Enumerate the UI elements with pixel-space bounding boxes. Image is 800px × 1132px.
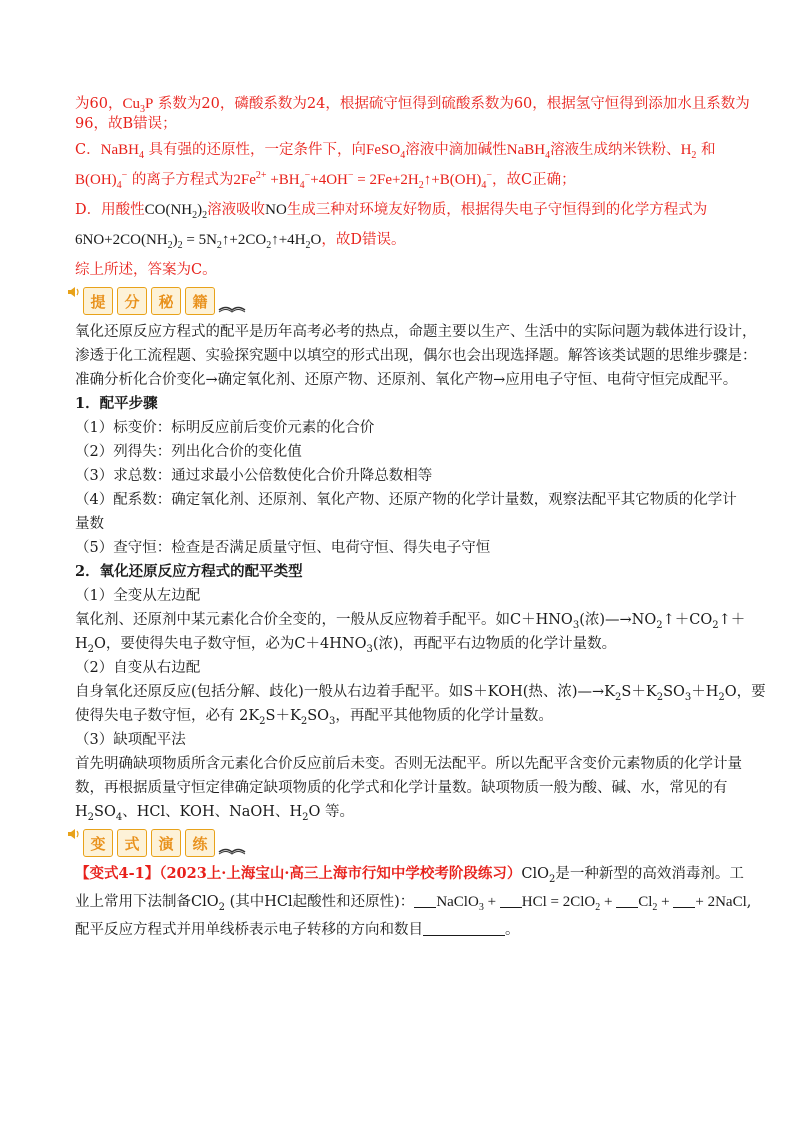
- step-item: 量数: [75, 516, 104, 532]
- intro-paragraph: [75, 322, 757, 390]
- section-balancing-steps: [75, 394, 735, 558]
- banner-char: 提: [83, 287, 113, 315]
- banner-char: 变: [83, 829, 113, 857]
- coefficient-blank[interactable]: [500, 893, 522, 908]
- page-content: [75, 94, 766, 940]
- option-d-line-2: $6NO+2CO(NH_2)_2$ = $5N_2↑+2CO_2↑+4H_2O$，故D错误。: [75, 232, 406, 251]
- speaker-icon: [67, 827, 81, 841]
- step-item: （1）标变价：标明反应前后变价元素的化合价: [75, 420, 375, 436]
- section-title: 2．氧化还原反应方程式的配平类型: [75, 563, 303, 580]
- banner-char: 分: [117, 287, 147, 315]
- section-balancing-types: [75, 562, 766, 823]
- intro-line: 准确分析化合价变化→确定氧化剂、还原产物、还原剂、氧化产物→应用电子守恒、电荷守恒完成配平。: [75, 372, 738, 388]
- banner-char: 式: [117, 829, 147, 857]
- section-title: 1．配平步骤: [75, 395, 158, 412]
- banner-char: 籍: [185, 287, 215, 315]
- option-c-line-2: $B(OH)_4^-$ 的离子方程式为$2Fe^{2+} +BH_4^-+4OH^-$ = $2Fe+2H_2↑+B(OH)_4^-$，故C正确；: [75, 170, 576, 191]
- step-item: （5）查守恒：检查是否满足质量守恒、电荷守恒、得失电子守恒: [75, 540, 491, 556]
- type-text: 使得失电子数守恒，必有 $2K_2S+K_2SO_3$，再配平其他物质的化学计量数。: [75, 708, 553, 727]
- exercise-line-1: 【变式4-1】（2023上·上海宝山·高三上海市行知中学校考阶段练习）ClO$_2$是一种新型的高效消毒剂。工: [75, 865, 744, 885]
- tips-banner: [67, 284, 735, 318]
- type-text: 数，再根据质量守恒定律确定缺项物质的化学式和化学计量数。缺项物质一般为酸、碱、水，常见的有: [75, 780, 728, 796]
- step-item: （4）配系数：确定氧化剂、还原剂、氧化产物、还原产物的化学计量数，观察法配平其它物质的化学计: [75, 492, 737, 508]
- answer-explanation: [75, 94, 750, 280]
- book-icon: [217, 298, 247, 314]
- exercise-4-1: [75, 864, 752, 940]
- exercise-tag: 【变式4-1】: [75, 865, 160, 882]
- type-heading: （1）全变从左边配: [75, 588, 201, 604]
- option-d-line-1: D．用酸性$CO(NH_2)_2$溶液吸收NO生成三种对环境友好物质，根据得失电子守恒得到的化学方程式为: [75, 202, 708, 221]
- exercise-line-2: 业上常用下法制备ClO$_2$ (其中HCl起酸性和还原性)： NaClO$_3$ + HCl = $2ClO_2 + Cl_2$ + + 2NaCl,: [75, 894, 752, 913]
- speaker-icon: [67, 285, 81, 299]
- book-icon: [217, 840, 247, 856]
- intro-line: 渗透于化工流程题、实验探究题中以填空的形式出现，偶尔也会出现选择题。解答该类试题的思维步骤是：: [75, 348, 757, 364]
- option-c-line-1: C．NaBH$_4$ 具有强的还原性，一定条件下，向FeSO$_4$溶液中滴加碱性NaBH$_4$溶液生成纳米铁粉、$H_2$ 和: [75, 142, 716, 161]
- type-text: 首先明确缺项物质所含元素化合价反应前后未变。否则无法配平。所以先配平含变价元素物质的化学计量: [75, 756, 742, 772]
- type-text: $H_2O$，要使得失电子数守恒，必为$C+4HNO_3$(浓)，再配平右边物质的化学计量数。: [75, 636, 617, 655]
- banner-char: 练: [185, 829, 215, 857]
- coefficient-blank[interactable]: [414, 893, 436, 908]
- option-b-line-1: 为60，$Cu_3P$ 系数为20，磷酸系数为24，根据硫守恒得到硫酸系数为60，根据氢守恒得到添加水且系数为: [75, 96, 750, 115]
- answer-blank[interactable]: [423, 921, 505, 936]
- option-b-line-2: 96，故B错误；: [75, 116, 177, 132]
- type-heading: （3）缺项配平法: [75, 732, 186, 748]
- practice-banner: [67, 826, 735, 860]
- type-text: 自身氧化还原反应(包括分解、歧化)一般从右边着手配平。如S＋KOH(热、浓)$—\to K_2S+K_2SO_3+H_2O$，要: [75, 684, 766, 703]
- coefficient-blank[interactable]: [616, 893, 638, 908]
- exercise-line-3: 配平反应方程式并用单线桥表示电子转移的方向和数目 。: [75, 922, 520, 938]
- step-item: （3）求总数：通过求最小公倍数使化合价升降总数相等: [75, 468, 433, 484]
- intro-line: 氧化还原反应方程式的配平是历年高考必考的热点，命题主要以生产、生活中的实际问题为载体进行设计，: [75, 324, 757, 340]
- type-text: 氧化剂、还原剂中某元素化合价全变的，一般从反应物着手配平。如$C+HNO_3$(浓)$—\to NO_2↑+CO_2↑+$: [75, 612, 746, 631]
- type-heading: （2）自变从右边配: [75, 660, 201, 676]
- step-item: （2）列得失：列出化合价的变化值: [75, 444, 302, 460]
- exercise-source: （2023上·上海宝山·高三上海市行知中学校考阶段练习）: [159, 865, 522, 882]
- banner-char: 秘: [151, 287, 181, 315]
- answer-summary: 综上所述，答案为C。: [75, 262, 217, 278]
- coefficient-blank[interactable]: [673, 893, 695, 908]
- type-text: $H_2SO_4$、HCl、KOH、NaOH、$H_2O$ 等。: [75, 804, 354, 823]
- banner-char: 演: [151, 829, 181, 857]
